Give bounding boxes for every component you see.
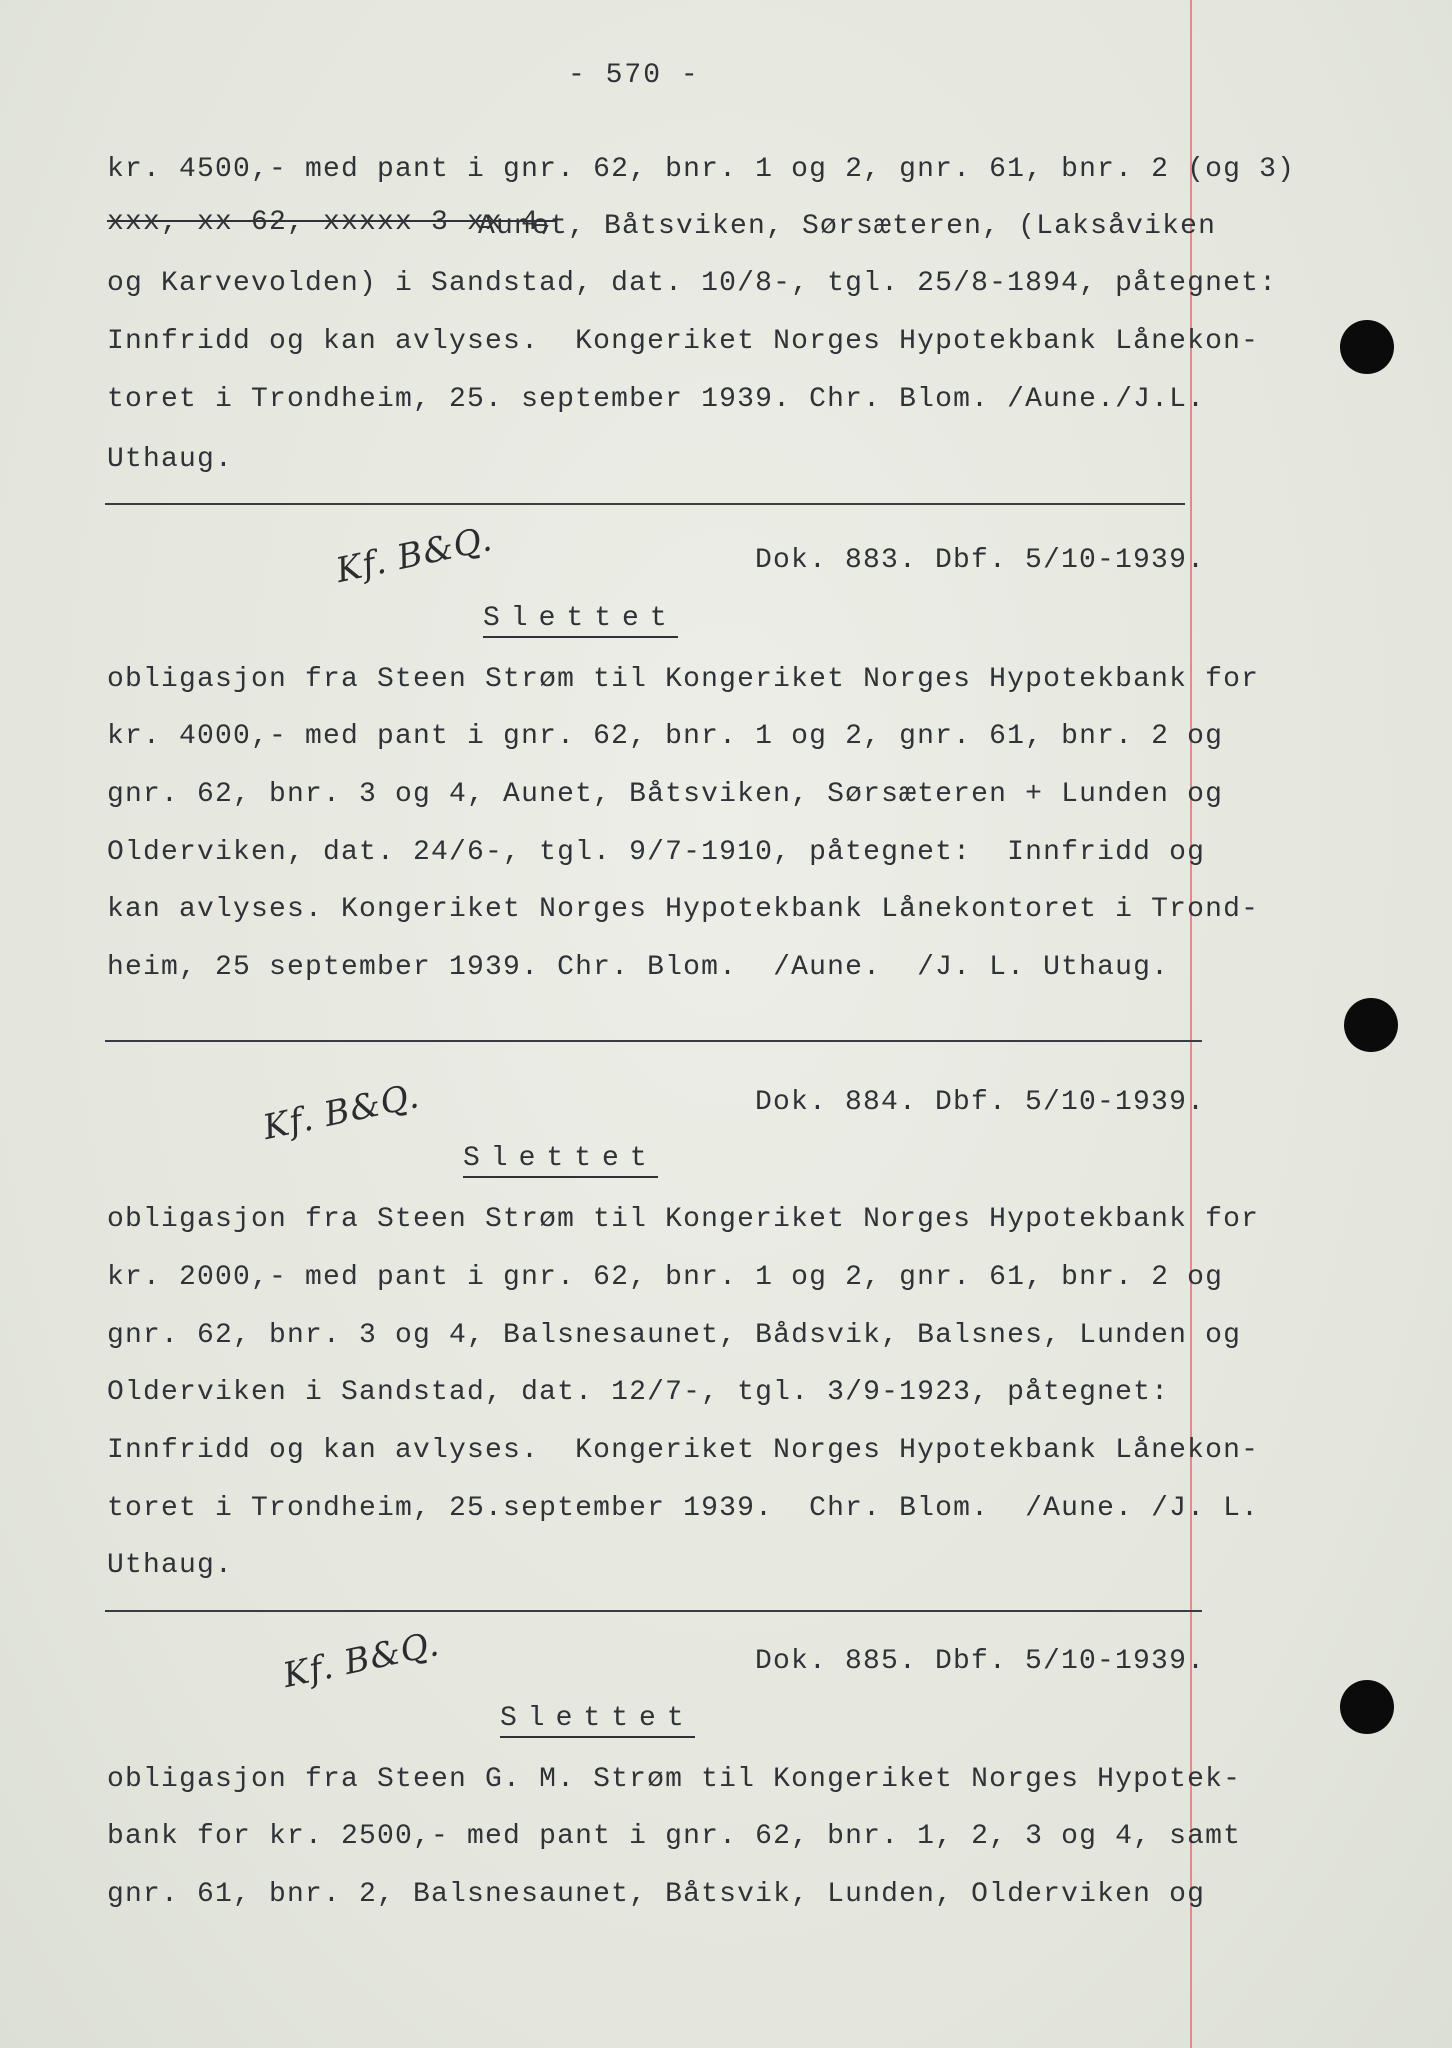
punch-hole-middle	[1344, 998, 1398, 1052]
section-heading: Slettet	[463, 1143, 658, 1178]
section-heading: Slettet	[500, 1703, 695, 1738]
text-line: Olderviken i Sandstad, dat. 12/7-, tgl. 3/9-1923, påtegnet:	[107, 1377, 1170, 1408]
text-line: gnr. 62, bnr. 3 og 4, Aunet, Båtsviken, Sørsæteren + Lunden og	[107, 779, 1224, 810]
margin-note-handwritten: Kf. B&Q.	[332, 518, 497, 592]
punch-hole-bottom	[1340, 1680, 1394, 1734]
text-line: gnr. 61, bnr. 2, Balsnesaunet, Båtsvik, Lunden, Olderviken og	[107, 1879, 1206, 1910]
text-line: kr. 2000,- med pant i gnr. 62, bnr. 1 og 2, gnr. 61, bnr. 2 og	[107, 1262, 1224, 1293]
text-line: obligasjon fra Steen Strøm til Kongeriket Norges Hypotekbank for	[107, 1204, 1260, 1235]
text-line: toret i Trondheim, 25.september 1939. Chr. Blom. /Aune. /J. L.	[107, 1493, 1260, 1524]
text-line: Olderviken, dat. 24/6-, tgl. 9/7-1910, påtegnet: Innfridd og	[107, 837, 1206, 868]
text-line: obligasjon fra Steen Strøm til Kongeriket Norges Hypotekbank for	[107, 664, 1260, 695]
text-line: kan avlyses. Kongeriket Norges Hypotekbank Lånekontoret i Trond-	[107, 894, 1260, 925]
punch-hole-top	[1340, 320, 1394, 374]
text-line: Innfridd og kan avlyses. Kongeriket Norges Hypotekbank Lånekon-	[107, 1435, 1260, 1466]
text-line: Uthaug.	[107, 1550, 234, 1581]
document-reference: Dok. 885. Dbf. 5/10-1939.	[755, 1646, 1206, 1677]
text-line: toret i Trondheim, 25. september 1939. Chr. Blom. /Aune./J.L.	[107, 384, 1206, 415]
section-heading: Slettet	[483, 603, 678, 638]
text-line: gnr. 62, bnr. 3 og 4, Balsnesaunet, Bådsvik, Balsnes, Lunden og	[107, 1320, 1242, 1351]
page-number: - 570 -	[568, 60, 700, 91]
section-divider	[105, 503, 1185, 505]
section-divider	[105, 1610, 1202, 1612]
red-margin-line	[1190, 0, 1192, 2048]
text-line: obligasjon fra Steen G. M. Strøm til Kongeriket Norges Hypotek-	[107, 1764, 1242, 1795]
section-divider	[105, 1040, 1202, 1042]
text-line: Aunet, Båtsviken, Sørsæteren, (Laksåviken	[478, 211, 1217, 242]
margin-note-handwritten: Kf. B&Q.	[279, 1623, 444, 1697]
struck-out-text: xxx, xx 62, xxxxx 3 xx 4,	[107, 207, 558, 238]
document-reference: Dok. 883. Dbf. 5/10-1939.	[755, 545, 1206, 576]
text-line: Uthaug.	[107, 444, 234, 475]
document-reference: Dok. 884. Dbf. 5/10-1939.	[755, 1087, 1206, 1118]
text-line: heim, 25 september 1939. Chr. Blom. /Aune. /J. L. Uthaug.	[107, 952, 1170, 983]
text-line: og Karvevolden) i Sandstad, dat. 10/8-, tgl. 25/8-1894, påtegnet:	[107, 268, 1278, 299]
text-line: bank for kr. 2500,- med pant i gnr. 62, bnr. 1, 2, 3 og 4, samt	[107, 1821, 1242, 1852]
text-line: kr. 4500,- med pant i gnr. 62, bnr. 1 og 2, gnr. 61, bnr. 2 (og 3)	[107, 154, 1296, 185]
margin-note-handwritten: Kf. B&Q.	[259, 1075, 424, 1149]
text-line: kr. 4000,- med pant i gnr. 62, bnr. 1 og 2, gnr. 61, bnr. 2 og	[107, 721, 1224, 752]
text-line: Innfridd og kan avlyses. Kongeriket Norges Hypotekbank Lånekon-	[107, 326, 1260, 357]
